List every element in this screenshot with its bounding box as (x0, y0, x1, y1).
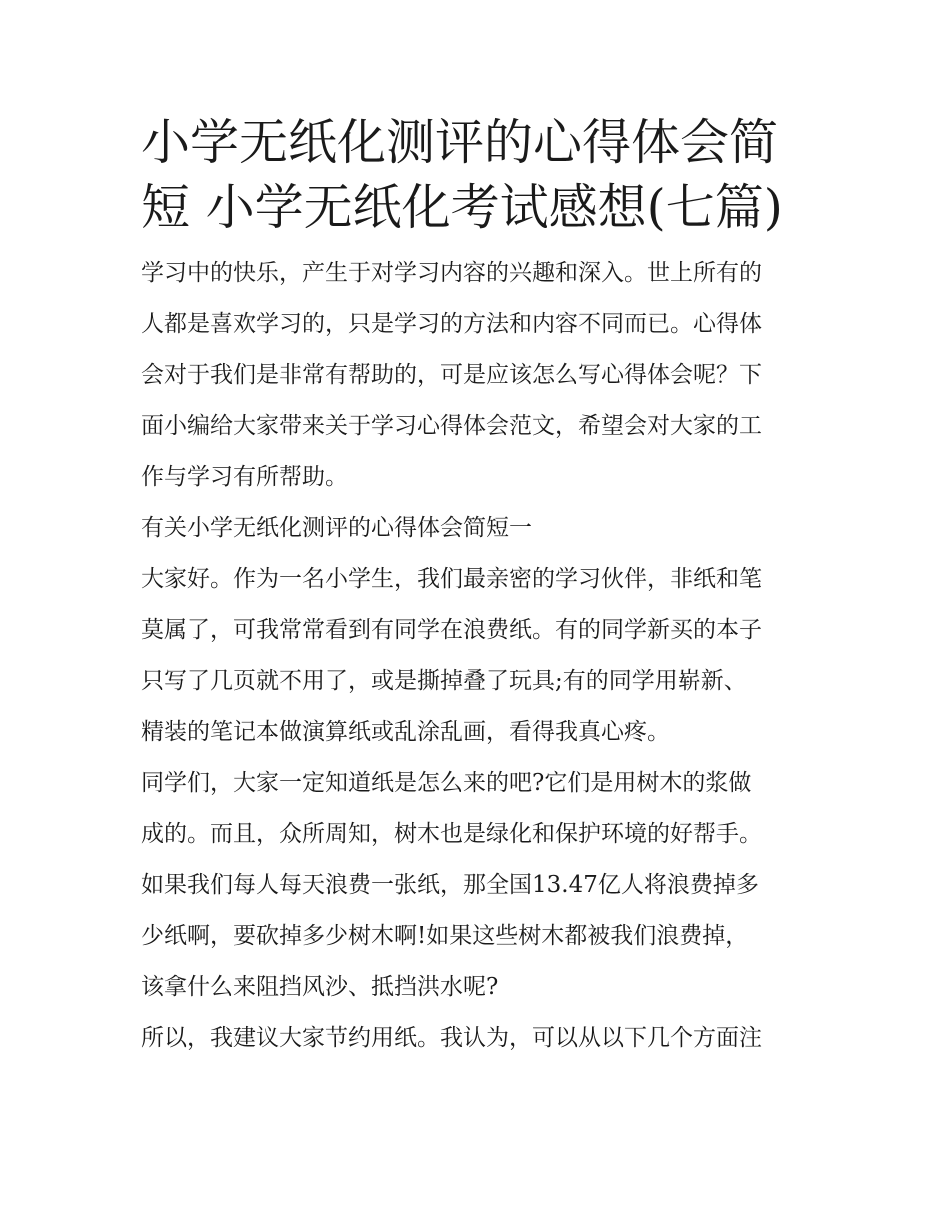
title-line: 短 小学无纸化考试感想(七篇) (141, 179, 783, 236)
intro-line: 会对于我们是非常有帮助的，可是应该怎么写心得体会呢？下 (141, 362, 762, 388)
title-line: 小学无纸化测评的心得体会简 (141, 114, 779, 171)
intro-line: 面小编给大家带来关于学习心得体会范文，希望会对大家的工 (141, 413, 762, 439)
section-heading: 有关小学无纸化测评的心得体会简短一 (141, 515, 532, 541)
document-title (141, 110, 821, 240)
paragraph-line: 如果我们每人每天浪费一张纸，那全国13.47亿人将浪费掉多 (141, 872, 759, 898)
paragraph-line: 少纸啊，要砍掉多少树木啊!如果这些树木都被我们浪费掉， (141, 923, 749, 949)
paragraph-line: 该拿什么来阻挡风沙、抵挡洪水呢? (141, 974, 499, 1000)
document-page (141, 110, 821, 1064)
intro-line: 作与学习有所帮助。 (141, 464, 348, 490)
paragraph-line: 精装的笔记本做演算纸或乱涂乱画，看得我真心疼。 (141, 719, 670, 745)
document-body (141, 248, 821, 1064)
paragraph-line: 莫属了，可我常常看到有同学在浪费纸。有的同学新买的本子 (141, 617, 762, 643)
paragraph-line: 所以，我建议大家节约用纸。我认为，可以从以下几个方面注 (141, 1025, 762, 1051)
paragraph-line: 大家好。作为一名小学生，我们最亲密的学习伙伴，非纸和笔 (141, 566, 762, 592)
paragraph-line: 只写了几页就不用了，或是撕掉叠了玩具;有的同学用崭新、 (141, 668, 747, 694)
intro-line: 学习中的快乐，产生于对学习内容的兴趣和深入。世上所有的 (141, 260, 762, 286)
intro-line: 人都是喜欢学习的，只是学习的方法和内容不同而已。心得体 (141, 311, 762, 337)
paragraph-line: 同学们，大家一定知道纸是怎么来的吧?它们是用树木的浆做 (141, 770, 752, 796)
paragraph-line: 成的。而且，众所周知，树木也是绿化和保护环境的好帮手。 (141, 821, 762, 847)
